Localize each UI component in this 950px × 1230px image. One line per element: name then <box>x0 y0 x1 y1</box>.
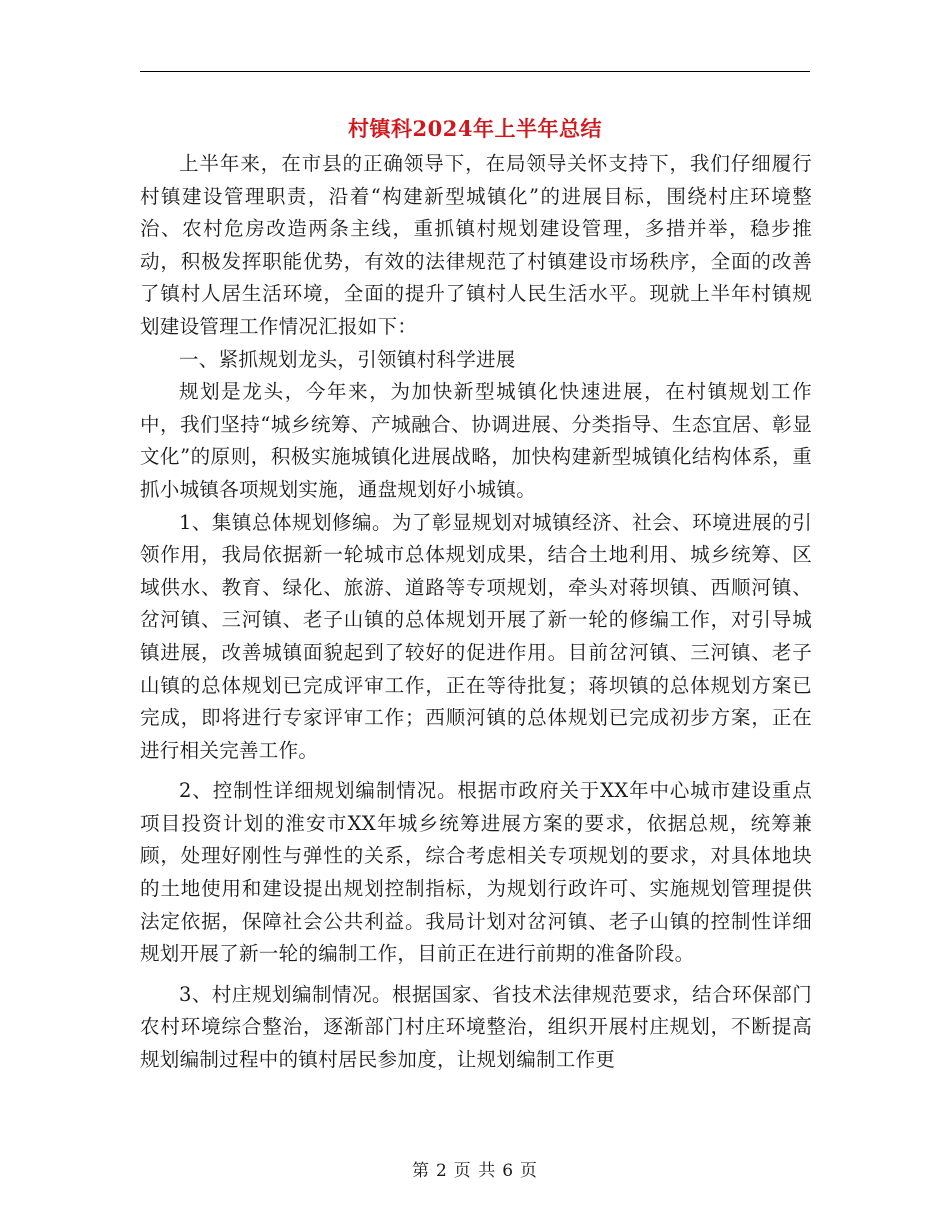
paragraph-item-1: 1、集镇总体规划修编。为了彰显规划对城镇经济、社会、环境进展的引领作用，我局依据新一轮城市总体规划成果，结合土地利用、城乡统筹、区域供水、教育、绿化、旅游、道路等专项规划，牵头对蒋坝镇、西顺河镇、岔河镇、三河镇、老子山镇的总体规划开展了新一轮的修编工作，对引导城镇进展，改善城镇面貌起到了较好的促进作用。目前岔河镇、三河镇、老子山镇的总体规划已完成评审工作，正在等待批复；蒋坝镇的总体规划方案已完成，即将进行专家评审工作；西顺河镇的总体规划已完成初步方案，正在进行相关完善工作。 <box>140 510 812 762</box>
page-number-current: 2 <box>435 1161 448 1181</box>
paragraph-item-2: 2、控制性详细规划编制情况。根据市政府关于XX年中心城市建设重点项目投资计划的淮安市XX年城乡统筹进展方案的要求，依据总规，统筹兼顾，处理好刚性与弹性的关系，综合考虑相关专项规划的要求，对具体地块的土地使用和建设提出规划控制指标，为规划行政许可、实施规划管理提供法定依据，保障社会公共利益。我局计划对岔河镇、老子山镇的控制性详细规划开展了新一轮的编制工作，目前正在进行前期的准备阶段。 <box>140 779 812 966</box>
page-number-total: 6 <box>502 1161 515 1181</box>
section-heading-1: 一、紧抓规划龙头，引领镇村科学进展 <box>179 347 516 371</box>
footer-middle: 页 共 <box>453 1161 497 1181</box>
paragraph-planning: 规划是龙头，今年来，为加快新型城镇化快速进展，在村镇规划工作中，我们坚持“城乡统筹、产城融合、协调进展、分类指导、生态宜居、彰显文化”的原则，积极实施城镇化进展战略，加快构建新型城镇化结构体系，重抓小城镇各项规划实施，通盘规划好小城镇。 <box>140 380 812 501</box>
page-footer <box>0 1156 950 1181</box>
footer-suffix: 页 <box>520 1161 539 1181</box>
header-rule <box>140 71 810 72</box>
document-title: 村镇科2024年上半年总结 <box>348 116 602 141</box>
document-body <box>140 148 812 1077</box>
paragraph-intro: 上半年来，在市县的正确领导下，在局领导关怀支持下，我们仔细履行村镇建设管理职责，沿着“构建新型城镇化”的进展目标，围绕村庄环境整治、农村危房改造两条主线，重抓镇村规划建设管理，多措并举，稳步推动，积极发挥职能优势，有效的法律规范了村镇建设市场秩序，全面的改善了镇村人居生活环境，全面的提升了镇村人民生活水平。现就上半年村镇规划建设管理工作情况汇报如下： <box>140 152 812 338</box>
paragraph-item-3: 3、村庄规划编制情况。根据国家、省技术法律规范要求，结合环保部门农村环境综合整治，逐渐部门村庄环境整治，组织开展村庄规划，不断提高规划编制过程中的镇村居民参加度，让规划编制工作更 <box>140 982 812 1072</box>
footer-prefix: 第 <box>411 1161 430 1181</box>
